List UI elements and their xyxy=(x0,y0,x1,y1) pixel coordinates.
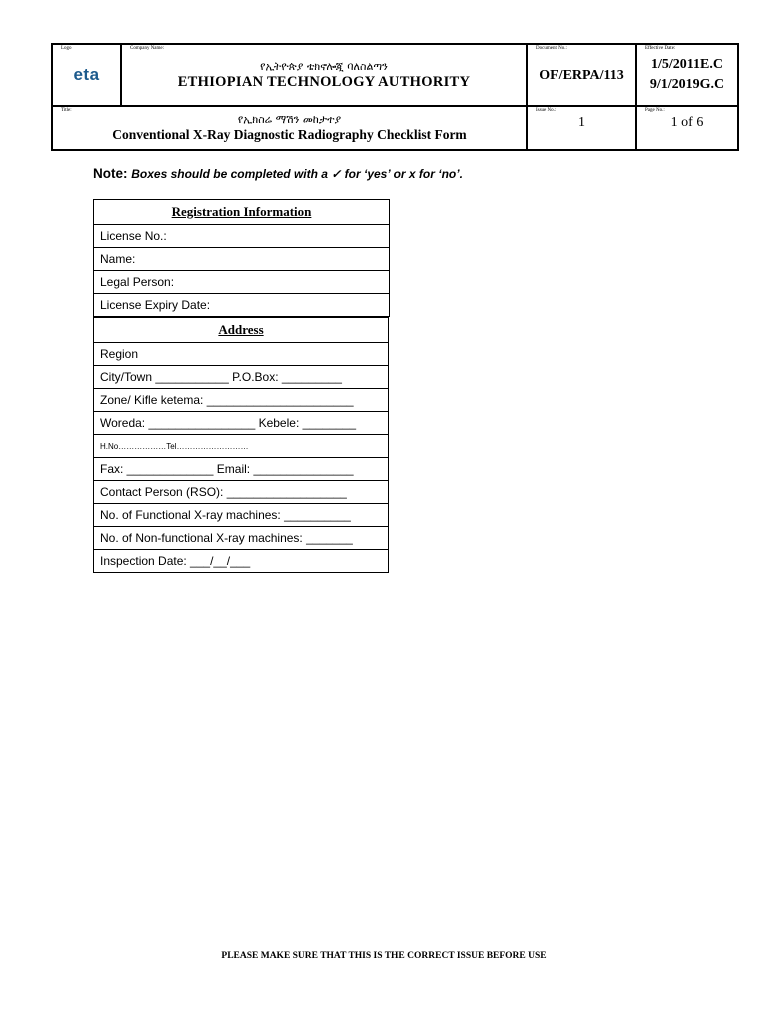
note-label: Note xyxy=(93,166,123,181)
name-field[interactable]: Name: xyxy=(94,248,390,271)
issue-no: 1 xyxy=(578,115,585,130)
issue-no-cell xyxy=(527,106,636,150)
functional-machines-field[interactable]: No. of Functional X-ray machines: __________ xyxy=(94,504,389,527)
document-no: OF/ERPA/113 xyxy=(539,68,624,83)
form-title: Conventional X-Ray Diagnostic Radiography Checklist Form xyxy=(112,127,467,142)
non-functional-machines-field[interactable]: No. of Non-functional X-ray machines: _______ xyxy=(94,527,389,550)
footer-notice: PLEASE MAKE SURE THAT THIS IS THE CORRECT ISSUE BEFORE USE xyxy=(221,951,547,961)
document-header-table xyxy=(51,43,739,151)
license-no-field[interactable]: License No.: xyxy=(94,225,390,248)
document-no-label: Document No.: xyxy=(536,46,567,51)
effective-date-ec: 1/5/2011E.C xyxy=(651,57,723,72)
contact-person-field[interactable]: Contact Person (RSO): __________________ xyxy=(94,481,389,504)
legal-person-field[interactable]: Legal Person: xyxy=(94,271,390,294)
company-name-amharic: የኢትዮጵያ ቴክኖሎጂ ባለስልጣን xyxy=(260,59,388,73)
effective-date-label: Effective Date: xyxy=(645,46,676,51)
document-no-cell xyxy=(527,44,636,106)
house-no-tel-field[interactable]: H.No………………Tel……………………… xyxy=(94,435,389,458)
title-amharic: የኢክስሬ ማሽን መከታተያ xyxy=(237,113,342,126)
zone-kifle-ketema-field[interactable]: Zone/ Kifle ketema: ______________________ xyxy=(94,389,389,412)
eta-logo: eta xyxy=(73,65,100,84)
title-cell xyxy=(52,106,527,150)
note-line: Note: Boxes should be completed with a ✓ for ‘yes’ or x for ‘no’. xyxy=(93,166,463,181)
company-name: ETHIOPIAN TECHNOLOGY AUTHORITY xyxy=(177,73,471,90)
license-expiry-date-field[interactable]: License Expiry Date: xyxy=(94,294,390,317)
company-cell xyxy=(121,44,527,106)
company-label: Company Name: xyxy=(130,46,165,51)
logo-cell xyxy=(52,44,121,106)
city-pobox-field[interactable]: City/Town ___________ P.O.Box: _________ xyxy=(94,366,389,389)
page-no-cell xyxy=(636,106,738,150)
address-heading: Address xyxy=(94,318,389,343)
woreda-kebele-field[interactable]: Woreda: ________________ Kebele: ________ xyxy=(94,412,389,435)
effective-date-gc: 9/1/2019G.C xyxy=(649,77,725,92)
logo-label: Logo xyxy=(61,46,72,51)
registration-information-table xyxy=(93,199,390,317)
note-text: Boxes should be completed with a ✓ for ‘yes’ or x for ‘no’. xyxy=(131,167,463,181)
registration-heading: Registration Information xyxy=(94,200,390,225)
region-field[interactable]: Region xyxy=(94,343,389,366)
title-label: Title: xyxy=(61,108,72,113)
page-no: 1 of 6 xyxy=(670,115,704,130)
fax-email-field[interactable]: Fax: _____________ Email: _______________ xyxy=(94,458,389,481)
issue-no-label: Issue No.: xyxy=(536,108,557,113)
inspection-date-field[interactable]: Inspection Date: ___/__/___ xyxy=(94,550,389,573)
effective-date-cell xyxy=(636,44,738,106)
page-no-label: Page No.: xyxy=(645,108,665,113)
address-table xyxy=(93,317,389,573)
